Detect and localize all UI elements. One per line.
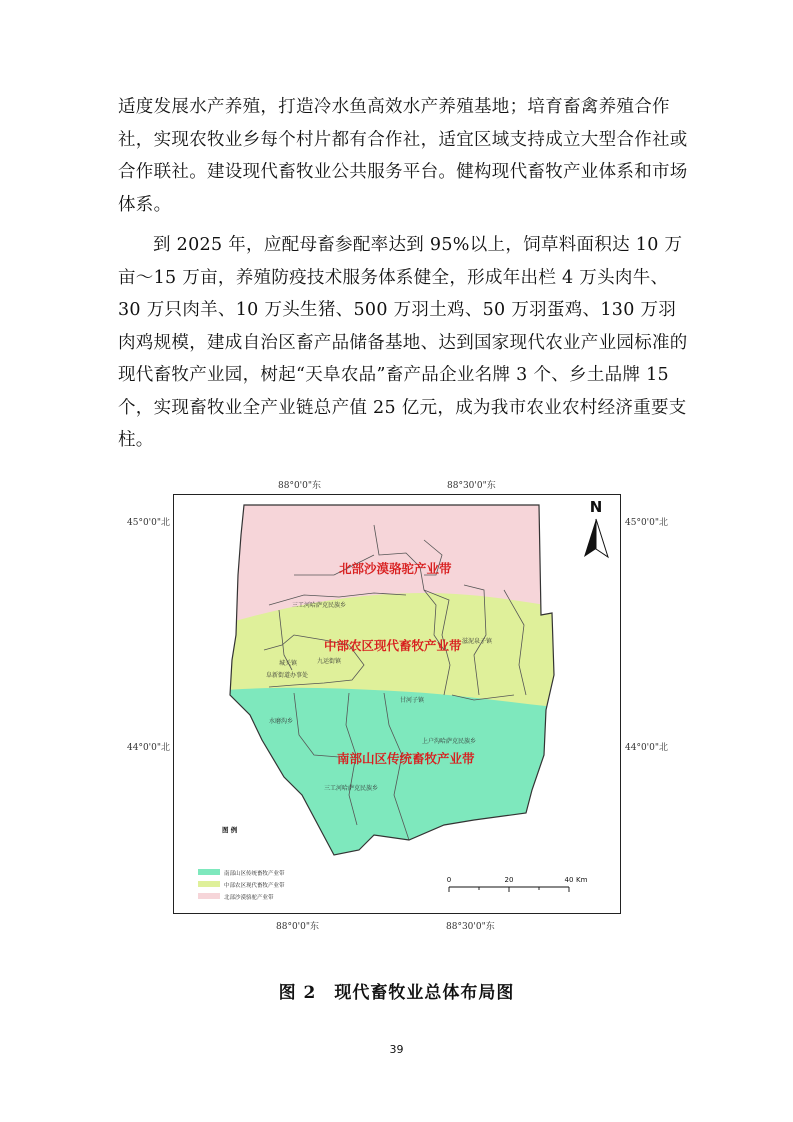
place-shuimogou: 水磨沟乡 [269,718,294,725]
legend-title: 图 例 [222,826,238,834]
legend-swatch-middle [198,881,220,887]
scale-tick-20: 20 [504,876,514,884]
north-arrow-icon [584,498,608,557]
legend-label-middle: 中部农区现代畜牧产业带 [224,883,285,889]
coord-left-upper: 45°0'0"北 [127,518,171,528]
layout-map-figure [173,494,621,914]
coord-right-lower: 44°0'0"北 [625,743,669,753]
scale-tick-40: 40 [564,876,574,884]
place-sangonghe-north: 三工河哈萨克民族乡 [292,602,347,609]
zone-south-label: 南部山区传统畜牧产业带 [337,751,475,766]
zone-south-fill [174,688,619,912]
body-paragraph-2: 到 2025 年，应配母畜参配率达到 95%以上，饲草料面积达 10 万亩～15 万亩，养殖防疫技术服务体系健全，形成年出栏 4 万头肉牛、30 万只肉羊、10 万头生猪、500 万羽土鸡、50 万羽蛋鸡、130 万羽肉鸡规模，建成自治区畜产品储备基地、达到国家现代农业产业园标准的现代畜牧产业园，树起“天阜农品”畜产品企业名牌 3 个、乡土品牌 15 个，实现畜牧业全产业链总产值 25 亿元，成为我市农业农村经济重要支柱。 [118,235,688,450]
legend [198,869,285,901]
place-ziniquanzi: 滋泥泉子镇 [462,638,493,645]
place-fubei: 阜新街道办事处 [266,672,309,679]
place-jiuyunjie: 九运街镇 [317,658,342,665]
figure-caption: 图 2 现代畜牧业总体布局图 [278,983,515,1003]
coord-right-upper: 45°0'0"北 [625,518,669,528]
place-miquan: 城关镇 [279,660,298,667]
legend-label-north: 北部沙漠骆驼产业带 [224,895,274,901]
zone-middle-label: 中部农区现代畜牧产业带 [324,638,462,653]
north-label: N [589,498,603,516]
place-sangonghe-south: 三工河哈萨克民族乡 [324,785,379,792]
coord-left-lower: 44°0'0"北 [127,743,171,753]
legend-swatch-north [198,893,220,899]
legend-label-south: 南部山区传统畜牧产业带 [224,871,285,877]
scale-unit: Km [576,876,588,884]
coord-bottom-left: 88°0'0"东 [276,922,320,932]
page-number: 39 [389,1043,404,1056]
legend-swatch-south [198,869,220,875]
scale-bar [447,876,588,892]
coord-top-right: 88°30'0"东 [447,481,496,491]
coord-top-left: 88°0'0"东 [278,481,322,491]
place-shanghu: 上户沟哈萨克民族乡 [422,738,477,745]
coord-bottom-right: 88°30'0"东 [446,922,495,932]
body-paragraph-1: 适度发展水产养殖，打造冷水鱼高效水产养殖基地；培育畜禽养殖合作社，实现农牧业乡每个村片都有合作社，适宜区域支持成立大型合作社或合作联社。建设现代畜牧业公共服务平台。健构现代畜牧产业体系和市场体系。 [118,97,688,215]
layout-map [174,495,619,912]
place-gangouzi: 甘河子镇 [400,697,425,704]
zone-north-label: 北部沙漠骆驼产业带 [339,561,452,576]
scale-tick-0: 0 [446,876,452,884]
